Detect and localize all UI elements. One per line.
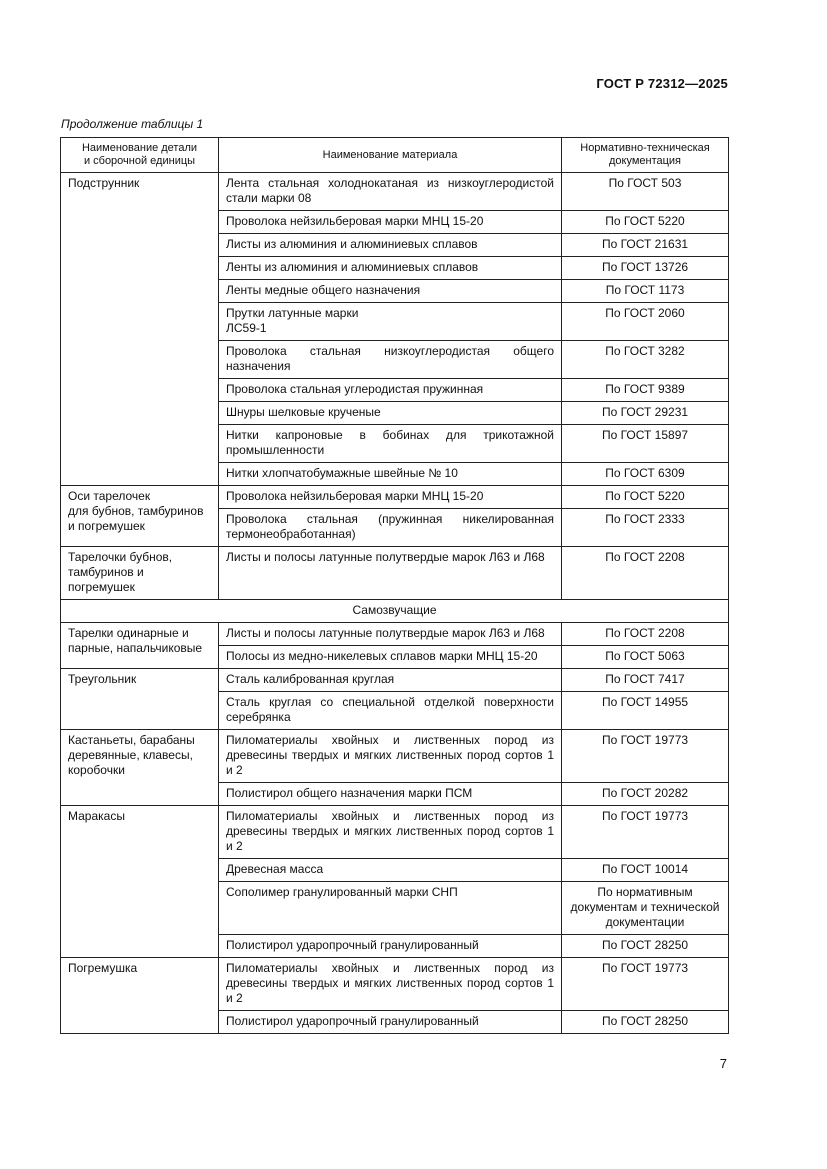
documentation-cell: По ГОСТ 14955 (562, 692, 729, 730)
page-number: 7 (719, 1056, 727, 1071)
table-row (61, 486, 729, 509)
documentation-cell: По ГОСТ 29231 (562, 402, 729, 425)
material-cell: Пиломатериалы хвойных и лиственных пород из древесины твердых и мягких лиственных пород сортов 1 и 2 (219, 806, 562, 859)
material-cell: Пиломатериалы хвойных и лиственных пород из древесины твердых и мягких лиственных пород сортов 1 и 2 (219, 958, 562, 1011)
table-row (61, 669, 729, 692)
material-cell: Пиломатериалы хвойных и лиственных пород из древесины твердых и мягких лиственных пород сортов 1 и 2 (219, 730, 562, 783)
material-cell: Лента стальная холоднокатаная из низкоуглеродистой стали марки 08 (219, 173, 562, 211)
material-cell: Сталь круглая со специальной отделкой поверхности серебрянка (219, 692, 562, 730)
material-cell: Проволока нейзильберовая марки МНЦ 15-20 (219, 211, 562, 234)
material-cell: Листы и полосы латунные полутвердые марок Л63 и Л68 (219, 623, 562, 646)
material-cell: Прутки латунные марки ЛС59-1 (219, 303, 562, 341)
material-cell: Полосы из медно-никелевых сплавов марки МНЦ 15-20 (219, 646, 562, 669)
material-cell: Проволока стальная низкоуглеродистая общего назначения (219, 341, 562, 379)
documentation-cell: По ГОСТ 6309 (562, 463, 729, 486)
documentation-cell: По ГОСТ 5063 (562, 646, 729, 669)
documentation-cell: По ГОСТ 28250 (562, 935, 729, 958)
material-cell: Сталь калиброванная круглая (219, 669, 562, 692)
column-header-part: Наименование детали и сборочной единицы (61, 138, 219, 173)
part-name-cell: Кастаньеты, барабаны деревянные, клавесы, коробочки (61, 730, 219, 806)
documentation-cell: По ГОСТ 7417 (562, 669, 729, 692)
documentation-cell: По ГОСТ 19773 (562, 958, 729, 1011)
table-row (61, 958, 729, 1011)
section-title: Самозвучащие (61, 600, 729, 623)
material-cell: Проволока стальная (пружинная никелированная термонеобработанная) (219, 509, 562, 547)
part-name-cell: Погремушка (61, 958, 219, 1034)
material-cell: Проволока стальная углеродистая пружинная (219, 379, 562, 402)
documentation-cell: По ГОСТ 503 (562, 173, 729, 211)
material-cell: Проволока нейзильберовая марки МНЦ 15-20 (219, 486, 562, 509)
documentation-cell: По ГОСТ 15897 (562, 425, 729, 463)
part-name-cell: Треугольник (61, 669, 219, 730)
documentation-cell: По ГОСТ 1173 (562, 280, 729, 303)
documentation-cell: По ГОСТ 2060 (562, 303, 729, 341)
table-header-row (61, 138, 729, 173)
material-cell: Листы и полосы латунные полутвердые марок Л63 и Л68 (219, 547, 562, 600)
documentation-cell: По ГОСТ 21631 (562, 234, 729, 257)
documentation-cell: По ГОСТ 10014 (562, 859, 729, 882)
documentation-cell: По ГОСТ 3282 (562, 341, 729, 379)
table-row (61, 730, 729, 783)
part-name-cell: Тарелочки бубнов, тамбуринов и погремушек (61, 547, 219, 600)
documentation-cell: По ГОСТ 13726 (562, 257, 729, 280)
documentation-cell: По ГОСТ 5220 (562, 486, 729, 509)
material-cell: Полистирол общего назначения марки ПСМ (219, 783, 562, 806)
column-header-documentation: Нормативно-техническая документация (562, 138, 729, 173)
documentation-cell: По ГОСТ 28250 (562, 1011, 729, 1034)
table-row (61, 547, 729, 600)
materials-table (60, 137, 729, 1034)
table-row (61, 806, 729, 859)
part-name-cell: Оси тарелочек для бубнов, тамбуринов и погремушек (61, 486, 219, 547)
part-name-cell: Подструнник (61, 173, 219, 486)
documentation-cell: По ГОСТ 9389 (562, 379, 729, 402)
documentation-cell: По ГОСТ 20282 (562, 783, 729, 806)
part-name-cell: Маракасы (61, 806, 219, 958)
documentation-cell: По ГОСТ 2208 (562, 547, 729, 600)
material-cell: Полистирол ударопрочный гранулированный (219, 935, 562, 958)
column-header-material: Наименование материала (219, 138, 562, 173)
material-cell: Нитки хлопчатобумажные швейные № 10 (219, 463, 562, 486)
documentation-cell: По ГОСТ 2333 (562, 509, 729, 547)
documentation-cell: По ГОСТ 2208 (562, 623, 729, 646)
material-cell: Сополимер гранулированный марки СНП (219, 882, 562, 935)
material-cell: Ленты медные общего назначения (219, 280, 562, 303)
material-cell: Листы из алюминия и алюминиевых сплавов (219, 234, 562, 257)
documentation-cell: По нормативным документам и технической документации (562, 882, 729, 935)
documentation-cell: По ГОСТ 19773 (562, 730, 729, 783)
material-cell: Шнуры шелковые крученые (219, 402, 562, 425)
section-row (61, 600, 729, 623)
table-caption: Продолжение таблицы 1 (61, 117, 204, 131)
documentation-cell: По ГОСТ 5220 (562, 211, 729, 234)
documentation-cell: По ГОСТ 19773 (562, 806, 729, 859)
material-cell: Полистирол ударопрочный гранулированный (219, 1011, 562, 1034)
material-cell: Нитки капроновые в бобинах для трикотажной промышленности (219, 425, 562, 463)
part-name-cell: Тарелки одинарные и парные, напальчиковые (61, 623, 219, 669)
document-code: ГОСТ Р 72312—2025 (596, 76, 728, 91)
material-cell: Ленты из алюминия и алюминиевых сплавов (219, 257, 562, 280)
material-cell: Древесная масса (219, 859, 562, 882)
table-row (61, 623, 729, 646)
table-row (61, 173, 729, 211)
